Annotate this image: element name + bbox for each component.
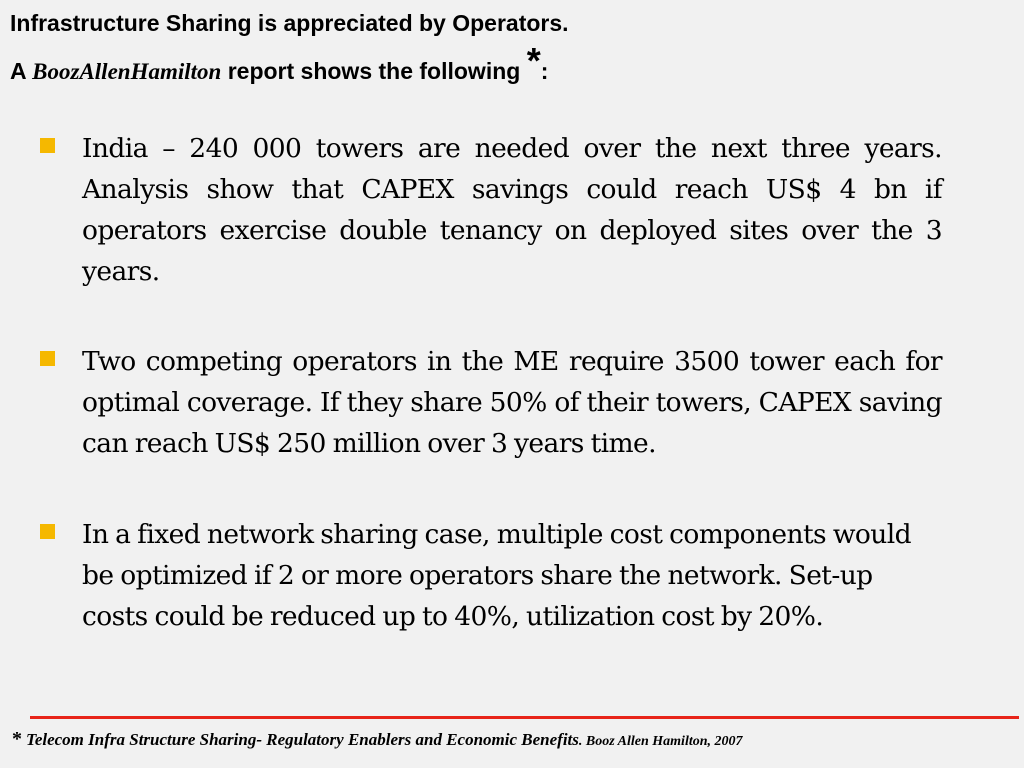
bullet-text: In a fixed network sharing case, multiple cost components would be optimized if 2 or more operators share the network. Set-up costs could be reduced up to 40%, utilization cost by 20%.: [82, 519, 911, 632]
title-asterisk: *: [526, 40, 541, 81]
title-prefix: A: [10, 58, 26, 84]
bullet-square-icon: [40, 138, 55, 153]
bullet-item: [40, 514, 942, 637]
footnote-asterisk: *: [12, 728, 22, 750]
bullet-square-icon: [40, 351, 55, 366]
bullet-list: [40, 128, 942, 637]
footnote-source: . Booz Allen Hamilton, 2007: [578, 734, 743, 749]
footnote-title: Telecom Infra Structure Sharing- Regulatory Enablers and Economic Benefits: [26, 730, 579, 749]
bullet-item: [40, 128, 942, 292]
bullet-item: [40, 341, 942, 464]
bullet-square-icon: [40, 524, 55, 539]
title-colon: :: [540, 58, 549, 84]
title-line-2: [10, 40, 1010, 90]
title-line-2-text: report shows the following: [227, 58, 521, 84]
title-line-1: Infrastructure Sharing is appreciated by Operators.: [10, 10, 569, 36]
slide-title: [10, 6, 1010, 90]
bullet-text: Two competing operators in the ME require 3500 tower each for optimal coverage. If they share 50% of their towers, CAPEX saving can reach US$ 250 million over 3 years time.: [82, 346, 942, 459]
report-name: BoozAllenHamilton: [32, 59, 222, 84]
footer-divider: [30, 716, 1019, 719]
bullet-text: India – 240 000 towers are needed over the next three years. Analysis show that CAPEX savings could reach US$ 4 bn if operators exercise double tenancy on deployed sites over the 3 years.: [82, 133, 942, 287]
footnote: [12, 728, 1012, 751]
